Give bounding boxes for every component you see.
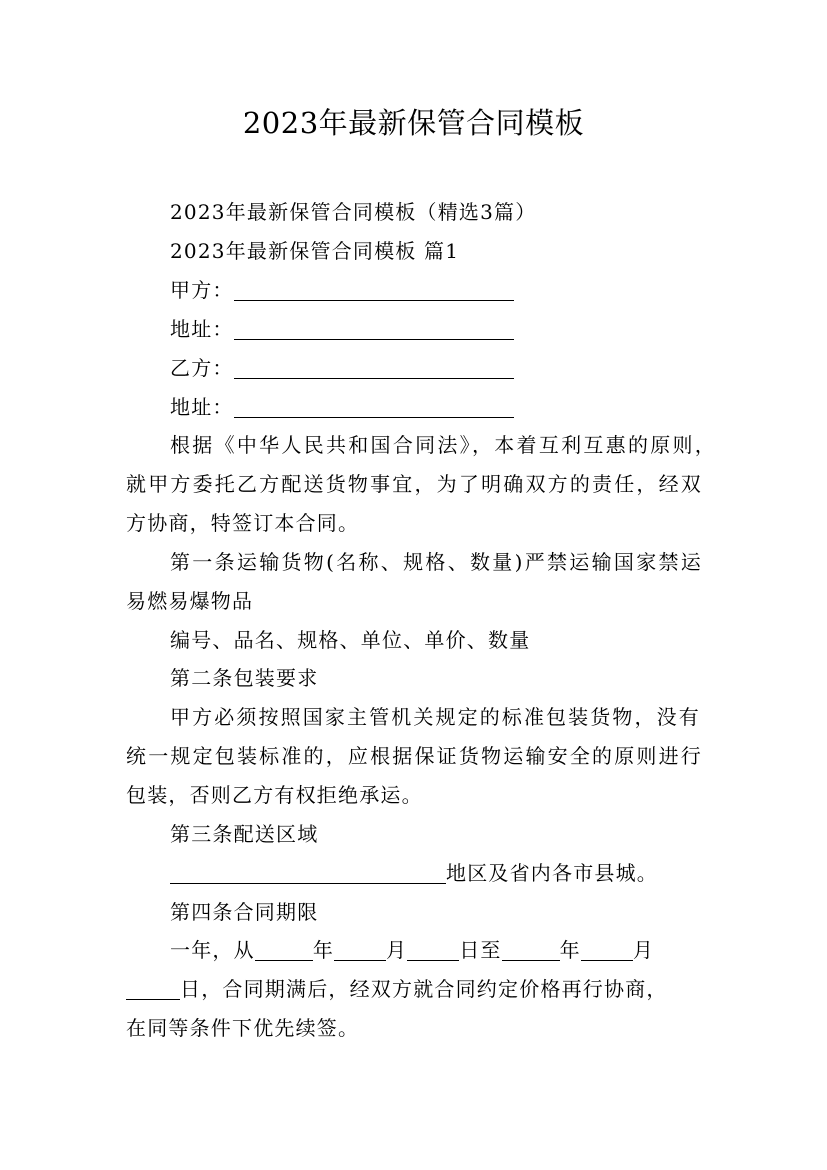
term-month-2: 月	[632, 938, 655, 962]
region-blank	[170, 863, 446, 884]
start-month-blank	[334, 940, 386, 961]
article-4-line-1	[170, 936, 654, 964]
address-a-blank	[234, 319, 514, 340]
article-1-fields: 编号、品名、规格、单位、单价、数量	[170, 628, 531, 652]
intro-line-3: 方协商，特签订本合同。	[126, 511, 360, 535]
article-4-heading: 第四条合同期限	[170, 900, 319, 924]
article-1-line-2: 易燃易爆物品	[126, 589, 254, 613]
party-b-blank	[234, 358, 514, 379]
term-month-1: 月	[386, 938, 408, 962]
intro-line-1: 根据《中华人民共和国合同法》，本着互利互惠的原则，	[170, 433, 716, 457]
article-3-suffix: 地区及省内各市县城。	[446, 861, 658, 885]
article-4-line-2-text: 日，合同期满后，经双方就合同约定价格再行协商，	[180, 977, 668, 1001]
party-a-blank	[234, 280, 514, 301]
end-year-blank	[502, 940, 560, 961]
end-month-blank	[581, 940, 633, 961]
address-b-blank	[234, 397, 514, 418]
end-day-blank	[126, 979, 180, 1000]
address-b-label: 地址：	[170, 395, 234, 419]
article-4-line-2	[126, 975, 668, 1003]
term-prefix: 一年，从	[170, 938, 255, 962]
article-2-line-2: 统一规定包装标准的，应根据保证货物运输安全的原则进行	[126, 744, 702, 768]
party-a-row	[170, 276, 514, 304]
term-year-1: 年	[312, 938, 335, 962]
address-b-row	[170, 393, 514, 421]
term-day-to: 日至	[459, 938, 502, 962]
article-2-line-3: 包装，否则乙方有权拒绝承运。	[126, 783, 423, 807]
start-year-blank	[255, 940, 313, 961]
party-b-label: 乙方：	[170, 356, 234, 380]
address-a-row	[170, 315, 514, 343]
article-2-line-1: 甲方必须按照国家主管机关规定的标准包装货物，没有	[170, 705, 700, 729]
start-day-blank	[407, 940, 459, 961]
term-year-2: 年	[559, 938, 581, 962]
section-heading: 2023年最新保管合同模板 篇1	[170, 239, 460, 263]
party-b-row	[170, 354, 514, 382]
article-1-line-1: 第一条运输货物(名称、规格、数量)严禁运输国家禁运	[170, 550, 702, 574]
article-2-heading: 第二条包装要求	[170, 666, 319, 690]
article-4-line-3: 在同等条件下优先续签。	[126, 1016, 360, 1040]
article-3-heading: 第三条配送区域	[170, 822, 319, 846]
intro-line-2: 就甲方委托乙方配送货物事宜，为了明确双方的责任，经双	[126, 472, 702, 496]
party-a-label: 甲方：	[170, 278, 234, 302]
document-subtitle: 2023年最新保管合同模板（精选3篇）	[170, 200, 537, 224]
article-3-row	[170, 859, 658, 887]
address-a-label: 地址：	[170, 317, 234, 341]
document-title: 2023年最新保管合同模板	[242, 106, 585, 140]
